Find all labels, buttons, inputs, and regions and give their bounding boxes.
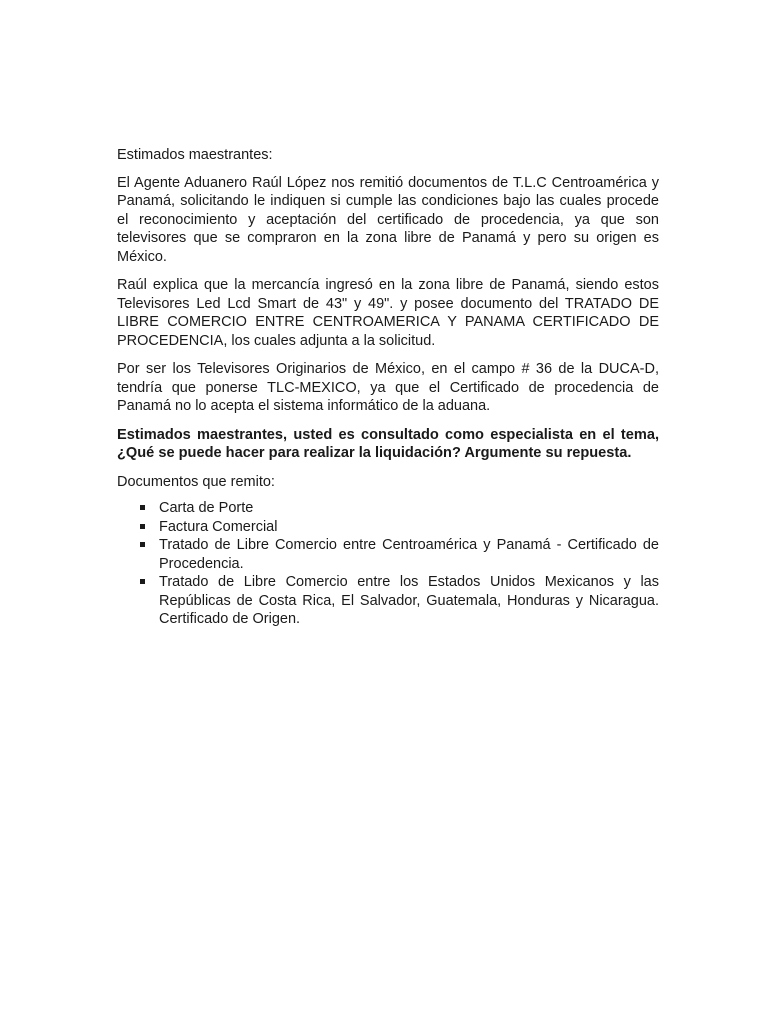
paragraph-case-description: El Agente Aduanero Raúl López nos remitió documentos de T.L.C Centroamérica y Panamá, solicitando le indiquen si cumple las condiciones bajo las cuales procede el reconocimiento y aceptación del certificado de procedencia, ya que son televisores que se compraron en la zona libre de Panamá y pero su origen es México. bbox=[117, 174, 659, 265]
list-item-tlc-centroamerica-panama: Tratado de Libre Comercio entre Centroamérica y Panamá - Certificado de Procedencia. bbox=[159, 537, 659, 572]
consultation-question: Estimados maestrantes, usted es consultado como especialista en el tema, ¿Qué se puede hacer para realizar la liquidación? Argumente su repuesta. bbox=[117, 426, 659, 461]
list-item-carta-de-porte: Carta de Porte bbox=[159, 499, 659, 518]
documents-intro: Documentos que remito: bbox=[117, 473, 275, 490]
paragraph-origin-issue: Por ser los Televisores Originarios de México, en el campo # 36 de la DUCA-D, tendría que ponerse TLC-MEXICO, ya que el Certificado de procedencia de Panamá no lo acepta el sistema informático de la aduana. bbox=[117, 361, 659, 414]
paragraph-merchandise-details: Raúl explica que la mercancía ingresó en la zona libre de Panamá, siendo estos Televisores Led Lcd Smart de 43" y 49". y posee documento del TRATADO DE LIBRE COMERCIO ENTRE CENTROAMERICA Y PANAMA CERTIFICADO DE PROCEDENCIA, los cuales adjunta a la solicitud. bbox=[117, 277, 659, 349]
document-body bbox=[117, 146, 659, 629]
documents-list bbox=[117, 499, 659, 629]
salutation: Estimados maestrantes: bbox=[117, 147, 273, 163]
list-item-tlc-mexico: Tratado de Libre Comercio entre los Estados Unidos Mexicanos y las Repúblicas de Costa Rica, El Salvador, Guatemala, Honduras y Nicaragua. Certificado de Origen. bbox=[159, 574, 659, 627]
list-item-factura-comercial: Factura Comercial bbox=[159, 518, 659, 537]
